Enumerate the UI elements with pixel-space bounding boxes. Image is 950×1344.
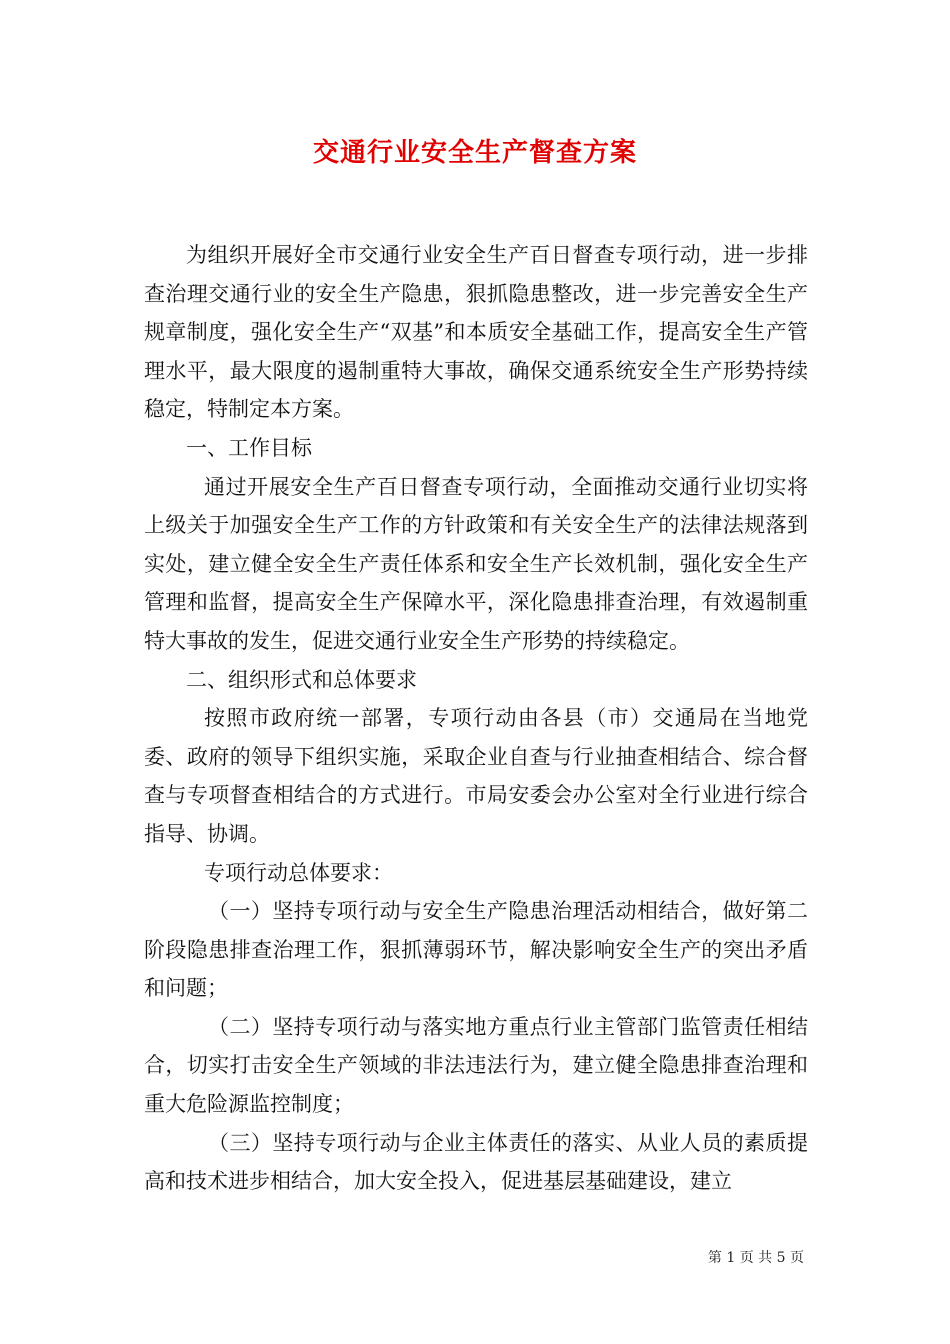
footer-current-page: 1 xyxy=(726,1250,736,1266)
requirement-item-1: （一）坚持专项行动与安全生产隐患治理活动相结合，做好第二阶段隐患排查治理工作，狠抓薄弱环节，解决影响安全生产的突出矛盾和问题； xyxy=(144,899,808,1001)
requirements-intro: 专项行动总体要求： xyxy=(204,860,393,885)
section-heading-work-goals: 一、工作目标 xyxy=(186,435,312,460)
footer-middle: 页 共 xyxy=(739,1250,773,1266)
intro-paragraph: 为组织开展好全市交通行业安全生产百日督查专项行动，进一步排查治理交通行业的安全生产隐患，狠抓隐患整改，进一步完善安全生产规章制度，强化安全生产“双基”和本质安全基础工作，提高安全生产管理水平，最大限度的遏制重特大事故，确保交通系统安全生产形势持续稳定，特制定本方案。 xyxy=(144,243,808,422)
document-body xyxy=(144,236,808,1201)
footer-total-pages: 5 xyxy=(776,1250,786,1266)
footer-prefix: 第 xyxy=(707,1250,722,1266)
requirement-item-3: （三）坚持专项行动与企业主体责任的落实、从业人员的素质提高和技术进步相结合，加大安全投入，促进基层基础建设，建立 xyxy=(144,1130,808,1194)
page-number-footer xyxy=(708,1247,804,1267)
work-goals-paragraph: 通过开展安全生产百日督查专项行动，全面推动交通行业切实将上级关于加强安全生产工作的方针政策和有关安全生产的法律法规落到实处，建立健全安全生产责任体系和安全生产长效机制，强化安全生产管理和监督，提高安全生产保障水平，深化隐患排查治理，有效遏制重特大事故的发生，促进交通行业安全生产形势的持续稳定。 xyxy=(144,474,808,653)
footer-suffix: 页 xyxy=(790,1250,804,1266)
requirement-item-2: （二）坚持专项行动与落实地方重点行业主管部门监管责任相结合，切实打击安全生产领域的非法违法行为，建立健全隐患排查治理和重大危险源监控制度； xyxy=(144,1014,808,1117)
section-heading-organization: 二、组织形式和总体要求 xyxy=(186,667,417,692)
organization-paragraph: 按照市政府统一部署，专项行动由各县（市）交通局在当地党委、政府的领导下组织实施，采取企业自查与行业抽查相结合、综合督查与专项督查相结合的方式进行。市局安委会办公室对全行业进行综合指导、协调。 xyxy=(144,706,808,846)
document-title: 交通行业安全生产督查方案 xyxy=(312,138,637,168)
